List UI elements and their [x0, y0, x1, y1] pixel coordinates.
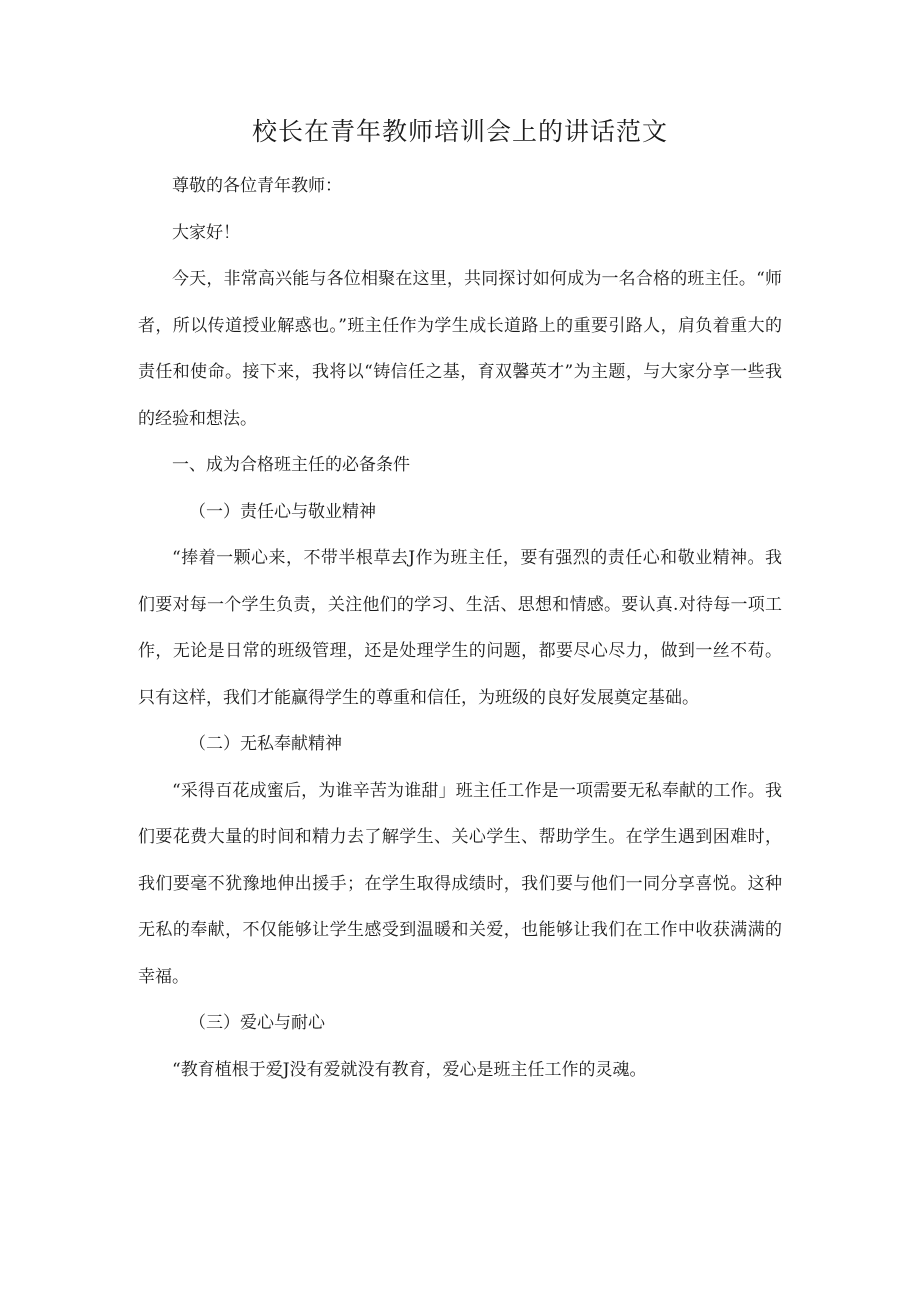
document-title: 校长在青年教师培训会上的讲话范文 — [251, 117, 668, 146]
subsection-1-paragraph: “捧着一颗心来，不带半根草去J作为班主任，要有强烈的责任心和敬业精神。我们要对每一个学生负责，关注他们的学习、生活、思想和情感。要认真.对待每一项工作，无论是日常的班级管理，还是处理学生的问题，都要尽心尽力，做到一丝不苟。只有这样，我们才能赢得学生的尊重和信任，为班级的良好发展奠定基础。 — [138, 548, 782, 708]
subsection-2-paragraph: “采得百花成蜜后，为谁辛苦为谁甜」班主任工作是一项需要无私奉献的工作。我们要花费大量的时间和精力去了解学生、关心学生、帮助学生。在学生遇到困难时，我们要毫不犹豫地伸出援手；在学生取得成绩时，我们要与他们一同分享喜悦。这种无私的奉献，不仅能够让学生感受到温暖和关爱，也能够让我们在工作中收获满满的幸福。 — [138, 780, 782, 987]
greeting: 大家好！ — [172, 222, 240, 243]
salutation: 尊敬的各位青年教师： — [172, 176, 342, 196]
section-1-heading: 一、成为合格班主任的必备条件 — [172, 455, 410, 475]
subsection-2-heading: （二）无私奉献精神 — [189, 734, 342, 754]
intro-paragraph: 今天，非常高兴能与各位相聚在这里，共同探讨如何成为一名合格的班主任。“师者，所以传道授业解惑也。”班主任作为学生成长道路上的重要引路人，肩负着重大的责任和使命。接下来，我将以“铸信任之基，育双馨英才”为主题，与大家分享一些我的经验和想法。 — [138, 269, 782, 429]
subsection-3-paragraph: “教育植根于爱J没有爱就没有教育，爱心是班主任工作的灵魂。 — [172, 1059, 647, 1080]
subsection-1-heading: （一）责任心与敬业精神 — [189, 501, 376, 522]
subsection-3-heading: （三）爱心与耐心 — [189, 1013, 325, 1033]
